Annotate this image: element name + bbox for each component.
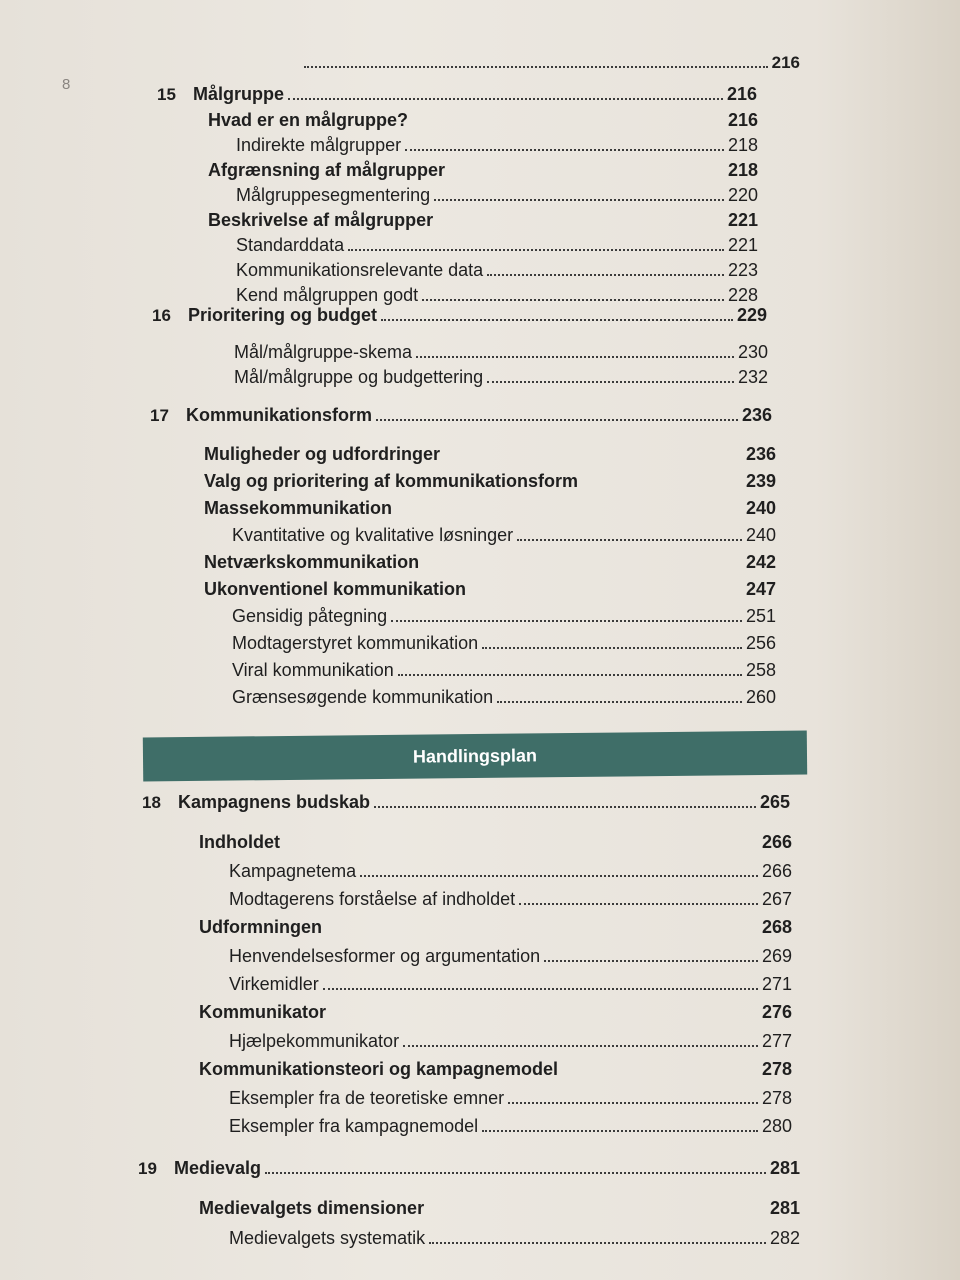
entry-page: 266 bbox=[761, 832, 792, 852]
toc-subentry bbox=[232, 525, 776, 546]
entry-title: Kampagnetema bbox=[229, 860, 357, 881]
toc-subentry bbox=[236, 135, 758, 156]
entry-page: 280 bbox=[761, 1116, 792, 1137]
entry-title: Målgruppesegmentering bbox=[236, 185, 431, 206]
entry-title: Massekommunikation bbox=[204, 498, 393, 518]
entry-page: 232 bbox=[737, 367, 768, 388]
leader-dots bbox=[444, 446, 742, 460]
leader-dots bbox=[330, 1004, 758, 1018]
entry-title: Modtagerens forståelse af indholdet bbox=[229, 889, 516, 910]
entry-page: 277 bbox=[761, 1031, 792, 1052]
chapter-number: 17 bbox=[150, 406, 169, 426]
entry-title: Standarddata bbox=[236, 235, 345, 256]
entry-page: 223 bbox=[727, 260, 758, 281]
leader-dots bbox=[304, 52, 768, 68]
chapter-page: 281 bbox=[769, 1158, 800, 1179]
toc-entry-top bbox=[300, 52, 800, 73]
leader-dots bbox=[437, 212, 724, 226]
entry-title: Kommunikator bbox=[199, 1002, 327, 1023]
toc-heading-entry bbox=[208, 160, 758, 181]
entry-title: Hjælpekommunikator bbox=[229, 1031, 400, 1052]
entry-page: 260 bbox=[745, 687, 776, 708]
leader-dots bbox=[348, 235, 724, 251]
entry-page: 218 bbox=[727, 160, 758, 180]
entry-title: Indholdet bbox=[199, 832, 280, 852]
chapter-number: 19 bbox=[138, 1159, 157, 1179]
leader-dots bbox=[562, 1061, 758, 1075]
leader-dots bbox=[487, 260, 724, 276]
entry-page: 258 bbox=[745, 660, 776, 681]
entry-page: 278 bbox=[761, 1059, 792, 1080]
toc-subentry bbox=[232, 606, 776, 627]
chapter-number: 18 bbox=[142, 793, 161, 813]
leader-dots bbox=[519, 889, 758, 905]
entry-page: 276 bbox=[761, 1002, 792, 1023]
leader-dots bbox=[482, 1116, 758, 1132]
leader-dots bbox=[403, 1031, 758, 1047]
entry-title: Medievalgets systematik bbox=[229, 1228, 426, 1249]
entry-title: Henvendelsesformer og argumentation bbox=[229, 945, 541, 966]
toc-heading-entry bbox=[208, 210, 758, 231]
leader-dots bbox=[284, 834, 758, 848]
entry-page: 278 bbox=[761, 1087, 792, 1108]
chapter-15 bbox=[157, 84, 757, 105]
chapter-page: 216 bbox=[726, 84, 757, 105]
entry-page: 216 bbox=[771, 53, 800, 73]
chapter-18 bbox=[142, 792, 790, 813]
entry-title: Netværkskommunikation bbox=[204, 552, 420, 572]
entry-title: Afgrænsning af målgrupper bbox=[208, 160, 446, 180]
entry-title: Modtagerstyret kommunikation bbox=[232, 633, 479, 654]
leader-dots bbox=[374, 792, 756, 808]
page-number: 8 bbox=[62, 76, 71, 93]
leader-dots bbox=[508, 1088, 758, 1104]
leader-dots bbox=[470, 581, 742, 595]
toc-subentry bbox=[236, 285, 758, 306]
entry-page: 240 bbox=[745, 525, 776, 546]
leader-dots bbox=[497, 687, 742, 703]
toc-subentry bbox=[234, 342, 768, 363]
chapter-17 bbox=[150, 405, 772, 426]
toc-heading-entry bbox=[204, 444, 776, 465]
entry-page: 281 bbox=[769, 1198, 800, 1218]
toc-heading-entry bbox=[199, 1198, 800, 1219]
chapter-title: Målgruppe bbox=[193, 84, 285, 105]
leader-dots bbox=[376, 405, 738, 421]
toc-subentry bbox=[229, 889, 792, 910]
leader-dots bbox=[391, 606, 742, 622]
toc-heading-entry bbox=[199, 917, 792, 938]
entry-title: Eksempler fra kampagnemodel bbox=[229, 1116, 479, 1137]
section-banner: Handlingsplan bbox=[143, 731, 807, 782]
leader-dots bbox=[482, 633, 742, 649]
entry-page: 271 bbox=[761, 974, 792, 995]
leader-dots bbox=[398, 660, 742, 676]
chapter-page: 236 bbox=[741, 405, 772, 426]
toc-subentry bbox=[236, 260, 758, 281]
leader-dots bbox=[405, 135, 724, 151]
leader-dots bbox=[487, 367, 734, 383]
entry-page: 221 bbox=[727, 235, 758, 256]
chapter-title: Kommunikationsform bbox=[186, 405, 373, 426]
entry-page: 240 bbox=[745, 498, 776, 518]
leader-dots bbox=[360, 860, 758, 876]
toc-subentry bbox=[232, 687, 776, 708]
entry-title: Kommunikationsrelevante data bbox=[236, 260, 484, 281]
entry-page: 239 bbox=[745, 471, 776, 491]
entry-page: 228 bbox=[727, 285, 758, 306]
entry-title: Medievalgets dimensioner bbox=[199, 1198, 425, 1218]
toc-subentry bbox=[229, 946, 792, 967]
entry-page: 266 bbox=[761, 860, 792, 881]
entry-title: Hvad er en målgruppe? bbox=[208, 110, 409, 130]
chapter-19 bbox=[138, 1158, 800, 1179]
entry-page: 269 bbox=[761, 945, 792, 966]
leader-dots bbox=[517, 525, 742, 541]
entry-title: Valg og prioritering af kommunikationsform bbox=[204, 471, 579, 491]
chapter-title: Kampagnens budskab bbox=[178, 792, 371, 813]
leader-dots bbox=[582, 473, 742, 487]
chapter-title: Prioritering og budget bbox=[188, 305, 377, 326]
entry-title: Beskrivelse af målgrupper bbox=[208, 210, 434, 230]
chapter-title: Medievalg bbox=[174, 1158, 262, 1179]
toc-heading-entry bbox=[208, 110, 758, 131]
leader-dots bbox=[428, 1200, 766, 1214]
entry-page: 268 bbox=[761, 917, 792, 938]
entry-page: 218 bbox=[727, 135, 758, 156]
leader-dots bbox=[544, 946, 758, 962]
entry-page: 256 bbox=[745, 633, 776, 654]
entry-title: Gensidig påtegning bbox=[232, 606, 388, 627]
toc-subentry bbox=[229, 1088, 792, 1109]
entry-page: 242 bbox=[745, 552, 776, 572]
entry-title: Indirekte målgrupper bbox=[236, 135, 402, 156]
entry-title: Viral kommunikation bbox=[232, 660, 394, 681]
toc-heading-entry bbox=[204, 579, 776, 600]
toc-subentry bbox=[229, 1031, 792, 1052]
toc-heading-entry bbox=[204, 498, 776, 519]
entry-title: Virkemidler bbox=[229, 974, 319, 995]
entry-page: 220 bbox=[727, 185, 758, 206]
toc-subentry bbox=[232, 633, 776, 654]
leader-dots bbox=[429, 1228, 766, 1244]
entry-title: Eksempler fra de teoretiske emner bbox=[229, 1087, 505, 1108]
leader-dots bbox=[422, 285, 724, 301]
toc-heading-entry bbox=[204, 471, 776, 492]
entry-title: Muligheder og udfordringer bbox=[204, 444, 440, 464]
toc-subentry bbox=[229, 1116, 792, 1137]
toc-subentry bbox=[236, 235, 758, 256]
toc-heading-entry bbox=[204, 552, 776, 573]
leader-dots bbox=[323, 974, 758, 990]
toc-subentry bbox=[229, 860, 792, 881]
leader-dots bbox=[434, 185, 724, 201]
entry-title: Ukonventionel kommunikation bbox=[204, 579, 467, 599]
leader-dots bbox=[381, 305, 733, 321]
leader-dots bbox=[326, 919, 758, 933]
leader-dots bbox=[423, 554, 742, 568]
toc-subentry bbox=[236, 185, 758, 206]
entry-title: Udformningen bbox=[199, 917, 322, 938]
toc-heading-entry bbox=[199, 1002, 792, 1023]
entry-page: 230 bbox=[737, 342, 768, 363]
leader-dots bbox=[412, 112, 724, 126]
entry-title: Kvantitative og kvalitative løsninger bbox=[232, 525, 514, 546]
entry-page: 216 bbox=[727, 110, 758, 130]
chapter-number: 16 bbox=[152, 306, 171, 326]
entry-title: Kommunikationsteori og kampagnemodel bbox=[199, 1059, 559, 1080]
toc-subentry bbox=[229, 974, 792, 995]
toc-heading-entry bbox=[199, 1059, 792, 1080]
toc-subentry bbox=[232, 660, 776, 681]
entry-page: 236 bbox=[745, 444, 776, 464]
toc-heading-entry bbox=[199, 832, 792, 853]
entry-page: 221 bbox=[727, 210, 758, 230]
chapter-page: 265 bbox=[759, 792, 790, 813]
leader-dots bbox=[288, 84, 723, 100]
entry-page: 247 bbox=[745, 579, 776, 599]
toc-subentry bbox=[234, 367, 768, 388]
chapter-page: 229 bbox=[736, 305, 767, 326]
toc-subentry bbox=[229, 1228, 800, 1249]
entry-title: Kend målgruppen godt bbox=[236, 285, 419, 306]
entry-page: 267 bbox=[761, 889, 792, 910]
leader-dots bbox=[449, 162, 724, 176]
entry-title: Grænsesøgende kommunikation bbox=[232, 687, 494, 708]
leader-dots bbox=[416, 342, 734, 358]
entry-page: 251 bbox=[745, 606, 776, 627]
entry-title: Mål/målgruppe-skema bbox=[234, 342, 413, 363]
chapter-number: 15 bbox=[157, 85, 176, 105]
chapter-16 bbox=[152, 305, 767, 326]
entry-page: 282 bbox=[769, 1228, 800, 1249]
leader-dots bbox=[396, 500, 742, 514]
entry-title: Mål/målgruppe og budgettering bbox=[234, 367, 484, 388]
leader-dots bbox=[265, 1158, 766, 1174]
